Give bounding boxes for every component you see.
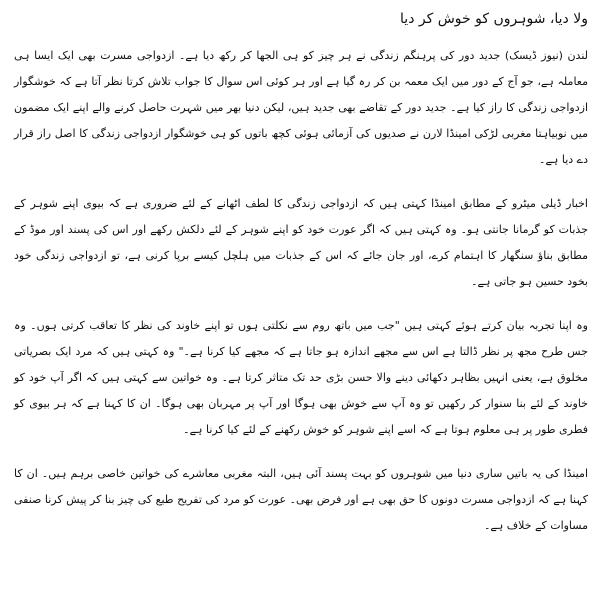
article-paragraph-1: لندن (نیوز ڈیسک) جدید دور کی پرہنگم زندگی نے ہر چیز کو ہی الجھا کر رکھ دیا ہے۔ ازدواجی مسرت بھی ایک ایسا ہی معاملہ ہے، جو آج کے دور میں ایک معمہ بن کر رہ گیا ہے اور ہر کوئی اس سوال کا جواب تلاش کرتا نظر آتا ہے کہ خوشگوار ازدواجی زندگی کا راز کیا ہے۔ جدید دور کے تقاضے بھی جدید ہیں، لیکن دنیا بھر میں شہرت حاصل کرنے والے اپنے ایک مضمون میں نوبیاہتا مغربی لڑکی امینڈا لارن نے صدیوں کی آزمائی ہوئی کچھ باتوں کو ہی خوشگوار ازدواجی زندگی کا اصل راز قرار دے دیا ہے۔	[14, 49, 588, 166]
article-headline: ولا دیا، شوہروں کو خوش کر دیا	[400, 11, 588, 27]
article-paragraph-2: اخبار ڈیلی میٹرو کے مطابق امینڈا کہتی ہیں کہ ازدواجی زندگی کا لطف اٹھانے کے لئے ضروری ہے کہ بیوی اپنے شوہر کے جذبات کو گرمانا جانتی ہو۔ وہ کہتی ہیں کہ اگر عورت خود کو اپنے شوہر کے لئے دلکش رکھے اور اس کی پسند اور موڈ کے مطابق بناؤ سنگھار کا اہتمام کرے، اور جان جائے کہ اس کے جذبات میں ہلچل کیسے برپا کرنی ہے، تو ازدواجی زندگی خود بخود حسین ہو جاتی ہے۔	[14, 197, 588, 288]
article-paragraph-3: وہ اپنا تجربہ بیان کرتے ہوئے کہتی ہیں "جب میں باتھ روم سے نکلتی ہوں تو اپنے خاوند کی نظر کا تعاقب کرتی ہوں۔ وہ جس طرح مجھ پر نظر ڈالتا ہے اس سے مجھے اندازہ ہو جاتا ہے کہ مجھے کیا کرنا ہے۔" وہ کہتی ہیں کہ مرد ایک بصریاتی مخلوق ہے، یعنی انہیں بظاہر دکھائی دینے والا حسن بڑی حد تک متاثر کرتا ہے۔ وہ خواتین سے کہتی ہیں کہ اگر آپ خود کو خاوند کے لئے بنا سنوار کر رکھیں تو وہ آپ سے خوش بھی ہوگا اور آپ پر مہربان بھی ہوگا۔ ان کا کہنا ہے کہ ہر بیوی کو فطری طور پر ہی معلوم ہوتا ہے کہ اسے اپنے شوہر کو خوش رکھنے کے لئے کیا کرنا ہے۔	[14, 319, 588, 436]
article-paragraph-4: امینڈا کی یہ باتیں ساری دنیا میں شوہروں کو بہت پسند آئی ہیں، البتہ مغربی معاشرے کی خواتین خاصی برہم ہیں۔ ان کا کہنا ہے کہ ازدواجی مسرت دونوں کا حق بھی ہے اور فرض بھی۔ عورت کو مرد کی تفریح طبع کی چیز بنا کر پیش کرنا صنفی مساوات کے خلاف ہے۔	[14, 467, 588, 532]
